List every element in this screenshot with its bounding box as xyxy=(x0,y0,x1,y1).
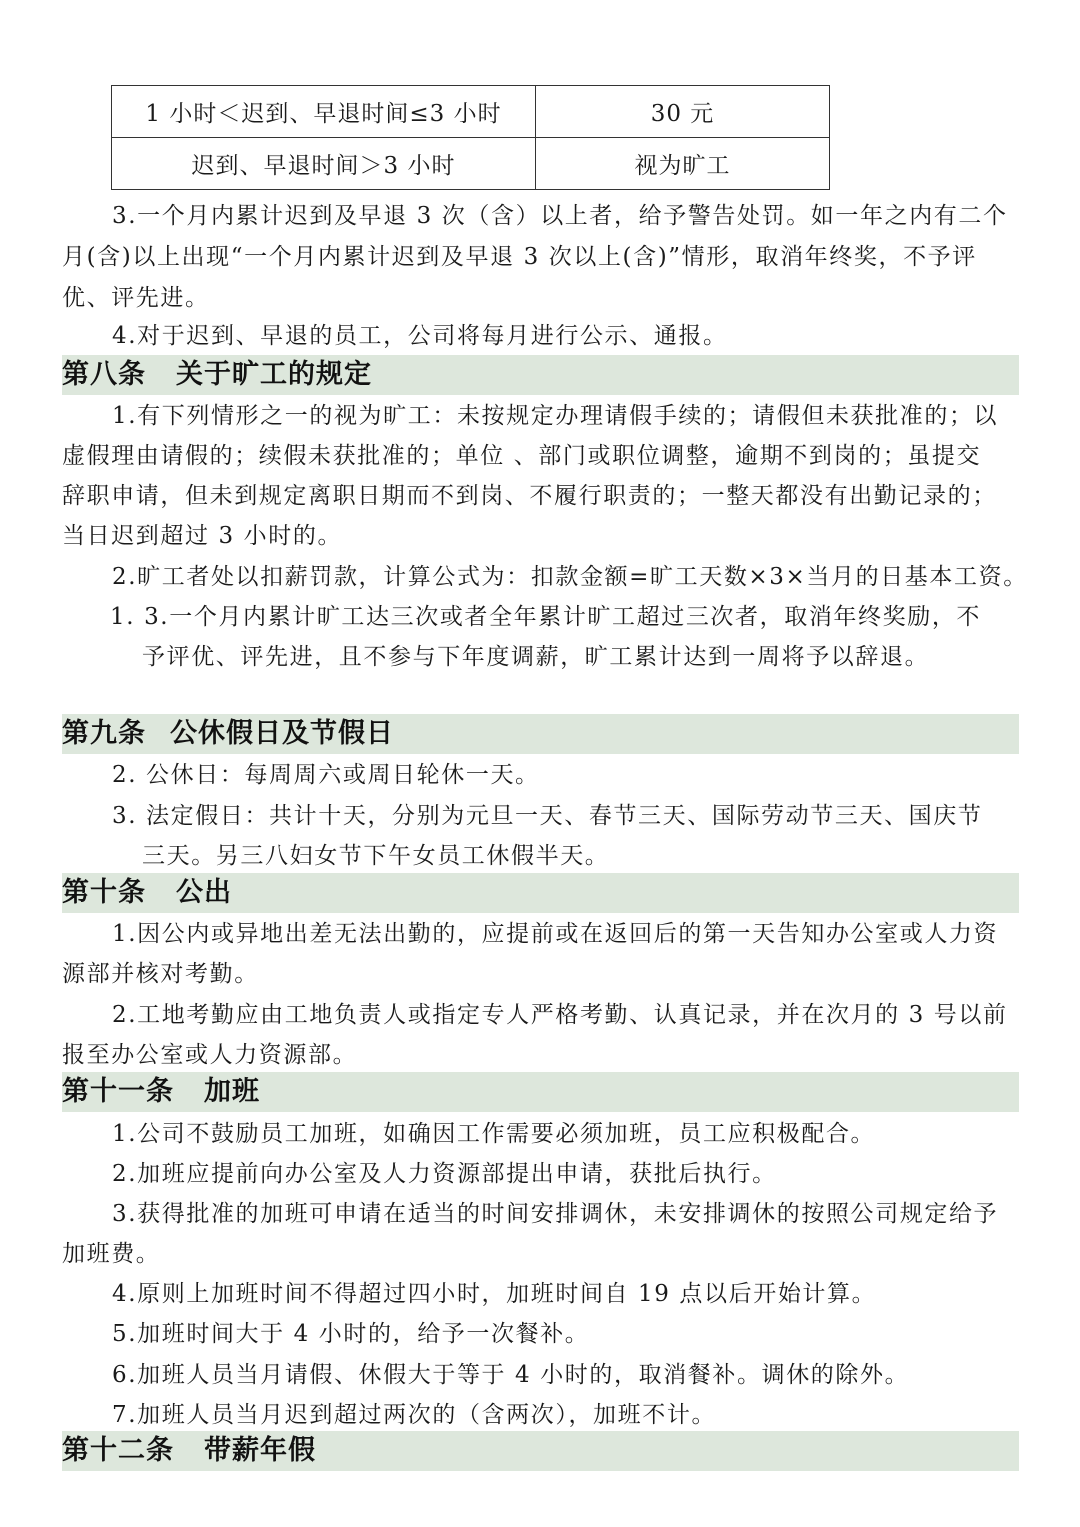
article-title: 关于旷工的规定 xyxy=(176,359,372,390)
table-cell-condition: 迟到、早退时间＞3 小时 xyxy=(112,138,536,190)
article-number: 第十条 xyxy=(62,877,146,908)
paragraph-line: 2. 公休日：每周周六或周日轮休一天。 xyxy=(112,762,540,788)
section-heading xyxy=(62,1072,1019,1112)
article-number: 第十一条 xyxy=(62,1076,174,1107)
paragraph-line: 予评优、评先进，且不参与下年度调薪，旷工累计达到一周将予以辞退。 xyxy=(142,644,930,670)
paragraph-line: 虚假理由请假的；续假未获批准的；单位 、部门或职位调整，逾期不到岗的；虽提交 xyxy=(62,443,982,469)
paragraph-line: 1.公司不鼓励员工加班，如确因工作需要必须加班，员工应积极配合。 xyxy=(112,1121,876,1147)
article-number: 第八条 xyxy=(62,359,146,390)
paragraph-line: 5.加班时间大于 4 小时的，给予一次餐补。 xyxy=(112,1321,590,1347)
paragraph-line: 报至办公室或人力资源部。 xyxy=(62,1042,358,1068)
article-title: 公休假日及节假日 xyxy=(170,718,394,749)
section-heading xyxy=(62,1431,1019,1471)
table-cell-penalty: 30 元 xyxy=(536,86,830,138)
paragraph-line: 辞职申请，但未到规定离职日期而不到岗、不履行职责的；一整天都没有出勤记录的； xyxy=(62,483,997,509)
paragraph-line: 2.旷工者处以扣薪罚款，计算公式为：扣款金额=旷工天数×3×当月的日基本工资。 xyxy=(112,564,1028,590)
paragraph-line: 三天。另三八妇女节下午女员工休假半天。 xyxy=(142,843,610,869)
paragraph-text: 3.一个月内累计旷工达三次或者全年累计旷工超过三次者，取消年终奖励，不 xyxy=(144,604,982,630)
penalty-table xyxy=(111,85,830,190)
article-title: 公出 xyxy=(176,877,232,908)
article-number: 第十二条 xyxy=(62,1435,174,1466)
table-row xyxy=(112,138,830,190)
paragraph-line: 3. 法定假日：共计十天，分别为元旦一天、春节三天、国际劳动节三天、国庆节 xyxy=(112,803,983,829)
paragraph-line: 加班费。 xyxy=(62,1241,161,1267)
paragraph-line: 6.加班人员当月请假、休假大于等于 4 小时的，取消餐补。调休的除外。 xyxy=(112,1362,910,1388)
list-number: 1. xyxy=(110,604,136,630)
article-number: 第九条 xyxy=(62,718,146,749)
paragraph-line: 月(含)以上出现“一个月内累计迟到及早退 3 次以上(含)”情形，取消年终奖，不予评 xyxy=(62,244,977,270)
table-cell-condition: 1 小时＜迟到、早退时间≤3 小时 xyxy=(112,86,536,138)
paragraph-line: 1.有下列情形之一的视为旷工：未按规定办理请假手续的；请假但未获批准的；以 xyxy=(112,403,999,429)
paragraph-line: 3.获得批准的加班可申请在适当的时间安排调休，未安排调休的按照公司规定给予 xyxy=(112,1201,999,1227)
table-row xyxy=(112,86,830,138)
section-heading xyxy=(62,355,1019,395)
table-cell-penalty: 视为旷工 xyxy=(536,138,830,190)
article-title: 带薪年假 xyxy=(204,1435,316,1466)
paragraph-line: 1.因公内或异地出差无法出勤的，应提前或在返回后的第一天告知办公室或人力资 xyxy=(112,921,999,947)
paragraph-line: 2.工地考勤应由工地负责人或指定专人严格考勤、认真记录，并在次月的 3 号以前 xyxy=(112,1002,1008,1028)
paragraph-line: 优、评先进。 xyxy=(62,285,210,311)
paragraph-line: 2.加班应提前向办公室及人力资源部提出申请，获批后执行。 xyxy=(112,1161,777,1187)
article-title: 加班 xyxy=(204,1076,260,1107)
paragraph-line: 4.对于迟到、早退的员工，公司将每月进行公示、通报。 xyxy=(112,323,728,349)
paragraph-line: 3.一个月内累计迟到及早退 3 次（含）以上者，给予警告处罚。如一年之内有二个 xyxy=(112,203,1008,229)
paragraph-line: 当日迟到超过 3 小时的。 xyxy=(62,523,343,549)
paragraph-line xyxy=(62,597,1020,638)
section-heading xyxy=(62,873,1019,913)
section-heading xyxy=(62,714,1019,754)
paragraph-line: 4.原则上加班时间不得超过四小时，加班时间自 19 点以后开始计算。 xyxy=(112,1281,877,1307)
paragraph-line: 源部并核对考勤。 xyxy=(62,961,259,987)
paragraph-line: 7.加班人员当月迟到超过两次的（含两次），加班不计。 xyxy=(112,1402,717,1428)
